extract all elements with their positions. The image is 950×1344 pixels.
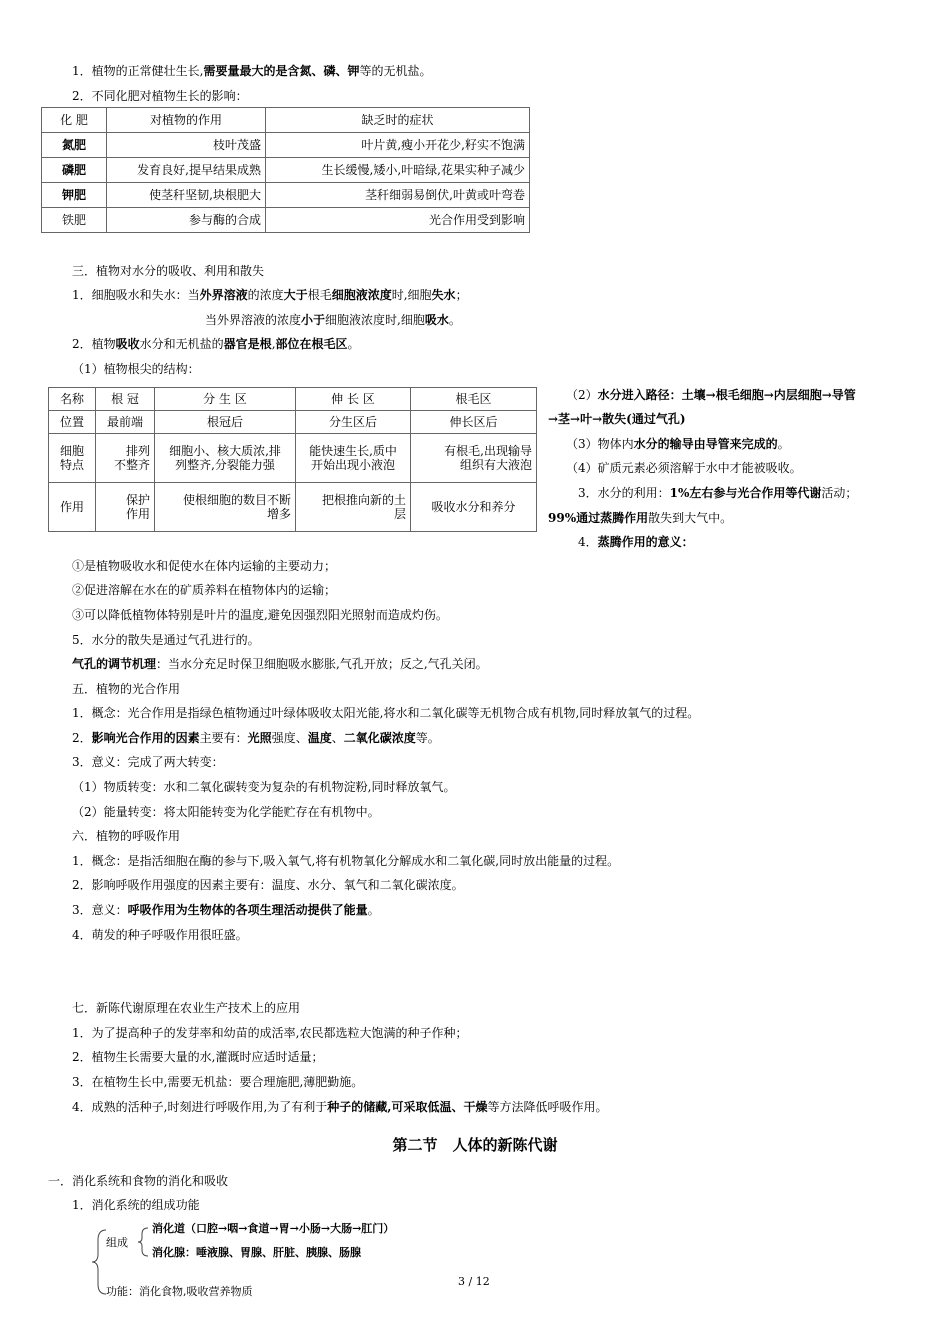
table-cell: 生长缓慢,矮小,叶暗绿,花果实种子减少	[266, 158, 530, 183]
digestive-glands-line: 消化腺：唾液腺、胃腺、肝脏、胰腺、肠腺	[152, 1246, 361, 1259]
table-header: 伸 长 区	[296, 388, 411, 411]
table-cell: 排列 不整齐	[96, 434, 155, 483]
table-cell: 使茎秆坚韧,块根肥大	[107, 183, 266, 208]
table-cell: 最前端	[96, 411, 155, 434]
digestive-tract-line: 消化道（口腔→咽→食道→胃→小肠→大肠→肛门）	[152, 1222, 395, 1235]
table-cell: 细胞小、核大质浓,排 列整齐,分裂能力强	[155, 434, 296, 483]
table-cell: 分生区后	[296, 411, 411, 434]
right-line-5: 3．水分的利用：1%左右参与光合作用等代谢活动；	[578, 486, 858, 500]
right-line-3: （3）物体内水分的输导由导管来完成的。	[566, 437, 790, 451]
section-5-title: 五．植物的光合作用	[72, 682, 181, 696]
table-row	[42, 158, 530, 183]
table-row	[42, 208, 530, 233]
table-cell: 有根毛,出现输导 组织有大液泡	[411, 434, 537, 483]
table-cell: 茎秆细弱易倒伏,叶黄或叶弯卷	[266, 183, 530, 208]
table-row	[49, 483, 537, 532]
table-row	[42, 133, 530, 158]
table-cell: 保护 作用	[96, 483, 155, 532]
meaning-line-2: ②促进溶解在水在的矿质养料在植物体内的运输；	[72, 583, 337, 597]
right-line-7: 4．蒸腾作用的意义：	[578, 535, 694, 549]
sec3-line-3: （1）植物根尖的结构：	[72, 362, 200, 376]
table-row	[42, 183, 530, 208]
page-number: 3 / 12	[458, 1275, 490, 1288]
root-tip-table	[48, 387, 537, 532]
sec5-line-2: 2．影响光合作用的因素主要有：光照强度、温度、二氧化碳浓度等。	[72, 731, 440, 745]
meaning-line-3: ③可以降低植物体特别是叶片的温度,避免因强烈阳光照射而造成灼伤。	[72, 608, 448, 622]
digestion-subheading: 1．消化系统的组成功能	[72, 1198, 200, 1212]
sec7-line-2: 2．植物生长需要大量的水,灌溉时应适时适量；	[72, 1050, 324, 1064]
table-cell: 钾肥	[42, 183, 107, 208]
sec6-line-2: 2．影响呼吸作用强度的因素主要有：温度、水分、氧气和二氧化碳浓度。	[72, 878, 464, 892]
table-header: 化 肥	[42, 108, 107, 133]
right-line-6: 99%通过蒸腾作用散失到大气中。	[548, 511, 733, 525]
sec7-line-3: 3．在植物生长中,需要无机盐：要合理施肥,薄肥勤施。	[72, 1075, 364, 1089]
table-header-row	[42, 108, 530, 133]
section-3-title: 三．植物对水分的吸收、利用和散失	[72, 264, 265, 278]
table-header: 根 冠	[96, 388, 155, 411]
table-header: 对植物的作用	[107, 108, 266, 133]
composition-label: 组成	[106, 1236, 128, 1249]
table-cell: 能快速生长,质中 开始出现小液泡	[296, 434, 411, 483]
sec7-line-4: 4．成熟的活种子,时刻进行呼吸作用,为了有利于种子的储藏,可采取低温、干燥等方法降低呼吸作用。	[72, 1100, 608, 1114]
table-cell: 吸收水分和养分	[411, 483, 537, 532]
table-header: 名称	[49, 388, 96, 411]
inner-brace	[138, 1228, 148, 1256]
table-header: 分 生 区	[155, 388, 296, 411]
table-cell: 作用	[49, 483, 96, 532]
sec6-line-3: 3．意义：呼吸作用为生物体的各项生理活动提供了能量。	[72, 903, 380, 917]
table-row	[49, 434, 537, 483]
chapter-title: 第二节 人体的新陈代谢	[392, 1136, 558, 1154]
digestion-heading: 一．消化系统和食物的消化和吸收	[48, 1174, 229, 1188]
table-cell: 铁肥	[42, 208, 107, 233]
table-header-row	[49, 388, 537, 411]
stomata-line: 5．水分的散失是通过气孔进行的。	[72, 633, 260, 647]
sec5-line-1: 1．概念：光合作用是指绿色植物通过叶绿体吸收太阳光能,将水和二氧化碳等无机物合成有机物,同时释放氧气的过程。	[72, 706, 700, 720]
sec7-line-1: 1．为了提高种子的发芽率和幼苗的成活率,农民都选粒大饱满的种子作种；	[72, 1026, 468, 1040]
table-cell: 光合作用受到影响	[266, 208, 530, 233]
table-cell: 使根细胞的数目不断 增多	[155, 483, 296, 532]
sec5-line-4: （1）物质转变：水和二氧化碳转变为复杂的有机物淀粉,同时释放氧气。	[72, 780, 456, 794]
table-cell: 枝叶茂盛	[107, 133, 266, 158]
intro-line-2: 2．不同化肥对植物生长的影响：	[72, 89, 248, 103]
table-cell: 位置	[49, 411, 96, 434]
table-header: 缺乏时的症状	[266, 108, 530, 133]
table-cell: 参与酶的合成	[107, 208, 266, 233]
table-cell: 细胞 特点	[49, 434, 96, 483]
section-7-title: 七．新陈代谢原理在农业生产技术上的应用	[72, 1001, 301, 1015]
table-header: 根毛区	[411, 388, 537, 411]
table-cell: 把根推向新的土 层	[296, 483, 411, 532]
right-line-1: （2）水分进入路径：土壤→根毛细胞→内层细胞→导管	[566, 388, 856, 402]
intro-line-1: 1．植物的正常健壮生长,需要量最大的是含氮、磷、钾等的无机盐。	[72, 64, 432, 78]
sec6-line-1: 1．概念：是指活细胞在酶的参与下,吸入氧气,将有机物氧化分解成水和二氧化碳,同时放出能量的过程。	[72, 854, 620, 868]
sec3-line-2: 2．植物吸收水分和无机盐的器官是根,部位在根毛区。	[72, 337, 360, 351]
sec3-line-1b: 当外界溶液的浓度小于细胞液浓度时,细胞吸水。	[205, 313, 461, 327]
function-line: 功能：消化食物,吸收营养物质	[106, 1285, 253, 1298]
table-cell: 伸长区后	[411, 411, 537, 434]
meaning-line-1: ①是植物吸收水和促使水在体内运输的主要动力；	[72, 559, 337, 573]
sec6-line-4: 4．萌发的种子呼吸作用很旺盛。	[72, 928, 248, 942]
right-line-2: →茎→叶→散失(通过气孔)	[548, 412, 686, 426]
sec5-line-3: 3．意义：完成了两大转变：	[72, 755, 224, 769]
table-cell: 叶片黄,瘦小开花少,籽实不饱满	[266, 133, 530, 158]
table-row	[49, 411, 537, 434]
table-cell: 磷肥	[42, 158, 107, 183]
sec5-line-5: （2）能量转变：将太阳能转变为化学能贮存在有机物中。	[72, 805, 380, 819]
fertilizer-table	[41, 107, 530, 233]
right-line-4: （4）矿质元素必须溶解于水中才能被吸收。	[566, 461, 802, 475]
table-cell: 根冠后	[155, 411, 296, 434]
sec3-line-1: 1．细胞吸水和失水：当外界溶液的浓度大于根毛细胞液浓度时,细胞失水；	[72, 288, 468, 302]
section-6-title: 六．植物的呼吸作用	[72, 829, 181, 843]
outer-brace	[92, 1230, 106, 1294]
table-cell: 发育良好,提早结果成熟	[107, 158, 266, 183]
stomata-mechanism-line: 气孔的调节机理：当水分充足时保卫细胞吸水膨胀,气孔开放；反之,气孔关闭。	[72, 657, 488, 671]
table-cell: 氮肥	[42, 133, 107, 158]
